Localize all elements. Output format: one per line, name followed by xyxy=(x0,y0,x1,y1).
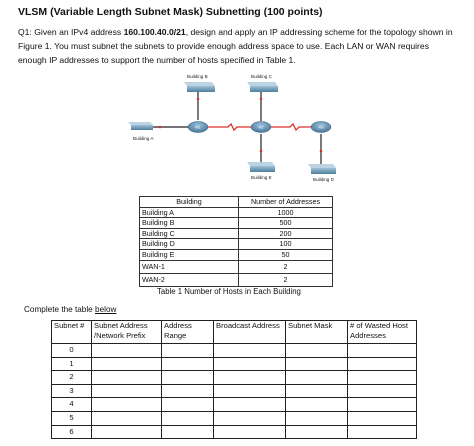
address-range-cell[interactable] xyxy=(162,357,214,371)
page-heading: VLSM (Variable Length Subnet Mask) Subnetting (100 points) xyxy=(18,6,323,18)
hosts-table xyxy=(139,196,333,287)
broadcast-cell[interactable] xyxy=(214,371,286,385)
table-row xyxy=(52,425,417,439)
router-r1-label: R1 xyxy=(195,124,201,130)
label-building-a: Building A xyxy=(133,136,154,141)
wasted-cell[interactable] xyxy=(348,411,417,425)
wasted-cell[interactable] xyxy=(348,425,417,439)
hosts-cell-count: 200 xyxy=(239,228,333,239)
subnet-address-cell[interactable] xyxy=(92,371,162,385)
wasted-cell[interactable] xyxy=(348,384,417,398)
subnet-index: 5 xyxy=(52,411,92,425)
table-row xyxy=(140,228,333,239)
header-subnet-address: Subnet Address /Network Prefix xyxy=(92,321,162,344)
subnet-address-cell[interactable] xyxy=(92,398,162,412)
subnet-address-cell[interactable] xyxy=(92,411,162,425)
broadcast-cell[interactable] xyxy=(214,357,286,371)
mask-cell[interactable] xyxy=(286,357,348,371)
subnet-address-cell[interactable] xyxy=(92,357,162,371)
hosts-cell-name: Building E xyxy=(140,249,239,260)
address-range-cell[interactable] xyxy=(162,398,214,412)
wan-2-link xyxy=(271,124,311,130)
hosts-cell-name: Building A xyxy=(140,207,239,218)
question-intro: Q1: Given an IPv4 address xyxy=(18,27,124,37)
router-r2-label: R2 xyxy=(258,124,264,130)
hosts-cell-count: 100 xyxy=(239,239,333,250)
router-r2 xyxy=(251,122,271,133)
hosts-cell-count: 500 xyxy=(239,218,333,229)
hosts-cell-name: WAN-1 xyxy=(140,260,239,273)
header-wasted-hosts: # of Wasted Host Addresses xyxy=(348,321,417,344)
address-range-cell[interactable] xyxy=(162,344,214,358)
subnet-table-header xyxy=(52,321,417,344)
header-address-range: Address Range xyxy=(162,321,214,344)
broadcast-cell[interactable] xyxy=(214,344,286,358)
table-row xyxy=(52,398,417,412)
table-row xyxy=(140,207,333,218)
hosts-cell-name: WAN-2 xyxy=(140,273,239,286)
router-r3-label: R3 xyxy=(318,124,324,130)
wasted-cell[interactable] xyxy=(348,398,417,412)
subnet-table xyxy=(51,320,417,439)
hosts-table-header xyxy=(140,197,333,208)
switch-building-c xyxy=(247,82,278,92)
wasted-cell[interactable] xyxy=(348,371,417,385)
switch-building-a xyxy=(128,122,153,130)
table-row xyxy=(140,249,333,260)
label-building-d: Building D xyxy=(313,177,334,182)
complete-table-label xyxy=(24,305,116,314)
address-range-cell[interactable] xyxy=(162,411,214,425)
subnet-address-cell[interactable] xyxy=(92,384,162,398)
subnet-index: 0 xyxy=(52,344,92,358)
hosts-cell-name: Building D xyxy=(140,239,239,250)
label-building-c: Building C xyxy=(251,74,272,79)
table-row xyxy=(140,260,333,273)
topology-diagram xyxy=(0,0,474,200)
link-dots xyxy=(159,98,323,153)
hosts-header-building: Building xyxy=(140,197,239,208)
hosts-cell-count: 1000 xyxy=(239,207,333,218)
mask-cell[interactable] xyxy=(286,371,348,385)
table-row xyxy=(52,344,417,358)
table-row xyxy=(52,371,417,385)
table-row xyxy=(140,218,333,229)
complete-label-link: below xyxy=(95,305,117,314)
table-row xyxy=(140,273,333,286)
hosts-cell-count: 2 xyxy=(239,273,333,286)
header-subnet-mask: Subnet Mask xyxy=(286,321,348,344)
hosts-cell-name: Building C xyxy=(140,228,239,239)
question-body: , design and apply an IP addressing scheme for the topology shown in Figure 1. You must subnet the subnets to provide enough address space to use. Each LAN or WAN requires enough IP addresses to support the number of hosts specified in Table 1. xyxy=(18,27,453,65)
mask-cell[interactable] xyxy=(286,425,348,439)
label-building-e: Building E xyxy=(251,175,272,180)
wasted-cell[interactable] xyxy=(348,344,417,358)
router-r3 xyxy=(311,122,331,133)
topology-figure xyxy=(0,0,474,200)
header-subnet-number: Subnet # xyxy=(52,321,92,344)
hosts-cell-count: 2 xyxy=(239,260,333,273)
header-broadcast-address: Broadcast Address xyxy=(214,321,286,344)
subnet-index: 4 xyxy=(52,398,92,412)
subnet-address-cell[interactable] xyxy=(92,344,162,358)
wasted-cell[interactable] xyxy=(348,357,417,371)
hosts-cell-count: 50 xyxy=(239,249,333,260)
address-range-cell[interactable] xyxy=(162,384,214,398)
broadcast-cell[interactable] xyxy=(214,384,286,398)
switch-building-e xyxy=(247,162,275,172)
subnet-index: 6 xyxy=(52,425,92,439)
subnet-index: 2 xyxy=(52,371,92,385)
router-r1 xyxy=(188,122,208,133)
table-row xyxy=(52,357,417,371)
mask-cell[interactable] xyxy=(286,411,348,425)
table-row xyxy=(52,384,417,398)
mask-cell[interactable] xyxy=(286,344,348,358)
mask-cell[interactable] xyxy=(286,384,348,398)
switch-building-b xyxy=(184,82,215,92)
wan-1-link xyxy=(208,124,251,130)
broadcast-cell[interactable] xyxy=(214,398,286,412)
label-building-b: Building B xyxy=(187,74,208,79)
table-row xyxy=(140,239,333,250)
complete-label-text: Complete the table xyxy=(24,305,96,314)
table-row xyxy=(52,411,417,425)
mask-cell[interactable] xyxy=(286,398,348,412)
broadcast-cell[interactable] xyxy=(214,411,286,425)
switch-building-d xyxy=(308,164,336,174)
subnet-address-cell[interactable] xyxy=(92,425,162,439)
hosts-cell-name: Building B xyxy=(140,218,239,229)
subnet-index: 1 xyxy=(52,357,92,371)
hosts-header-addresses: Number of Addresses xyxy=(239,197,333,208)
broadcast-cell[interactable] xyxy=(214,425,286,439)
address-range-cell[interactable] xyxy=(162,425,214,439)
address-range-cell[interactable] xyxy=(162,371,214,385)
ip-address: 160.100.40.0/21 xyxy=(123,27,186,37)
subnet-index: 3 xyxy=(52,384,92,398)
hosts-table-caption: Table 1 Number of Hosts in Each Building xyxy=(157,287,301,296)
